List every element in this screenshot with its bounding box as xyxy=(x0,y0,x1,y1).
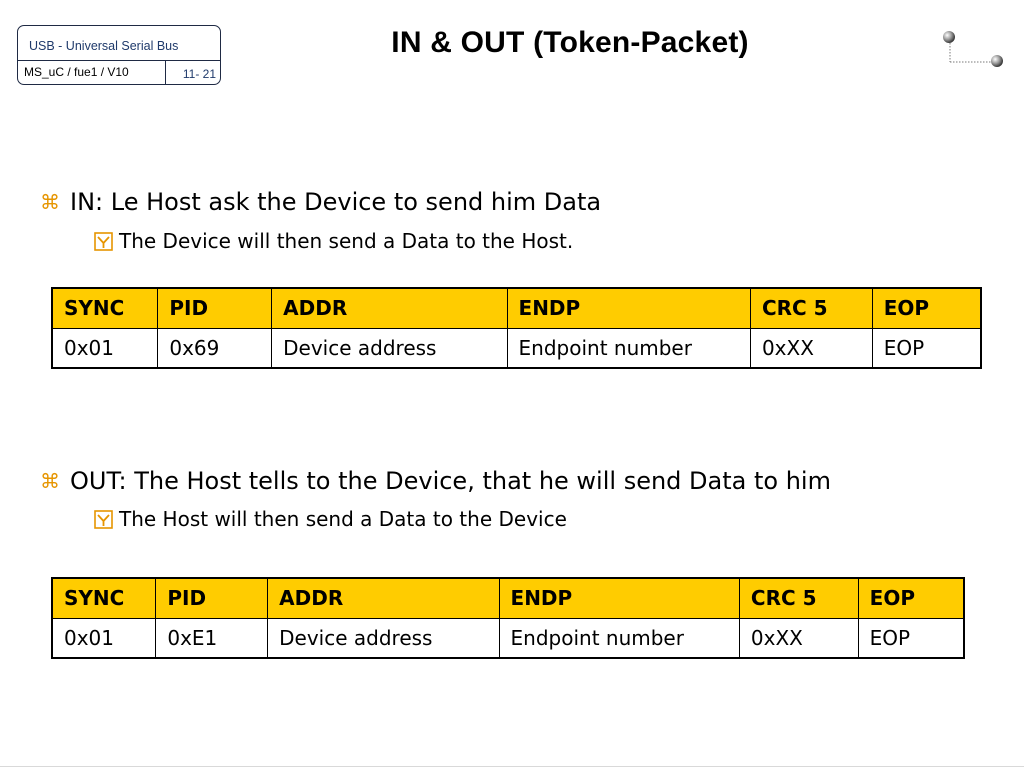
table-row xyxy=(52,618,964,658)
command-key-icon: ⌘ xyxy=(40,469,60,493)
col-header-crc5: CRC 5 xyxy=(750,288,872,328)
cell-eop: EOP xyxy=(872,328,981,368)
col-header-eop: EOP xyxy=(858,578,964,618)
cell-endp: Endpoint number xyxy=(499,618,739,658)
col-header-addr: ADDR xyxy=(268,578,499,618)
col-header-endp: ENDP xyxy=(499,578,739,618)
cell-pid: 0x69 xyxy=(158,328,272,368)
course-code: MS_uC / fue1 / V10 xyxy=(18,61,166,85)
in-token-table xyxy=(51,287,982,369)
bullet-in xyxy=(40,190,601,214)
col-header-sync: SYNC xyxy=(52,578,156,618)
cell-sync: 0x01 xyxy=(52,328,158,368)
col-header-pid: PID xyxy=(156,578,268,618)
cell-sync: 0x01 xyxy=(52,618,156,658)
slide-title: IN & OUT (Token-Packet) xyxy=(391,26,749,59)
connected-spheres-logo xyxy=(940,28,1006,70)
col-header-eop: EOP xyxy=(872,288,981,328)
command-key-icon: ⌘ xyxy=(40,190,60,214)
sub-bullet-in-text: The Device will then send a Data to the Host. xyxy=(119,229,574,253)
cell-crc5: 0xXX xyxy=(750,328,872,368)
cell-endp: Endpoint number xyxy=(507,328,750,368)
sub-bullet-out xyxy=(94,509,567,529)
bullet-in-text: IN: Le Host ask the Device to send him Data xyxy=(70,188,602,216)
col-header-sync: SYNC xyxy=(52,288,158,328)
col-header-addr: ADDR xyxy=(272,288,507,328)
col-header-crc5: CRC 5 xyxy=(739,578,858,618)
table-header-row xyxy=(52,578,964,618)
bullet-out-text: OUT: The Host tells to the Device, that he will send Data to him xyxy=(70,467,831,495)
course-title: USB - Universal Serial Bus xyxy=(18,26,220,61)
checkbox-checked-icon xyxy=(94,232,113,251)
header-meta-row xyxy=(18,61,220,85)
cell-crc5: 0xXX xyxy=(739,618,858,658)
bullet-out xyxy=(40,469,831,493)
page-number: 11- 21 xyxy=(182,67,216,81)
col-header-pid: PID xyxy=(158,288,272,328)
cell-addr: Device address xyxy=(268,618,499,658)
table-row xyxy=(52,328,981,368)
cell-eop: EOP xyxy=(858,618,964,658)
sub-bullet-out-text: The Host will then send a Data to the Device xyxy=(119,507,567,531)
cell-addr: Device address xyxy=(272,328,507,368)
sub-bullet-in xyxy=(94,231,573,251)
out-token-table xyxy=(51,577,965,659)
slide-header-box xyxy=(17,25,221,85)
cell-pid: 0xE1 xyxy=(156,618,268,658)
bottom-divider xyxy=(0,766,1024,767)
table-header-row xyxy=(52,288,981,328)
col-header-endp: ENDP xyxy=(507,288,750,328)
checkbox-checked-icon xyxy=(94,510,113,529)
